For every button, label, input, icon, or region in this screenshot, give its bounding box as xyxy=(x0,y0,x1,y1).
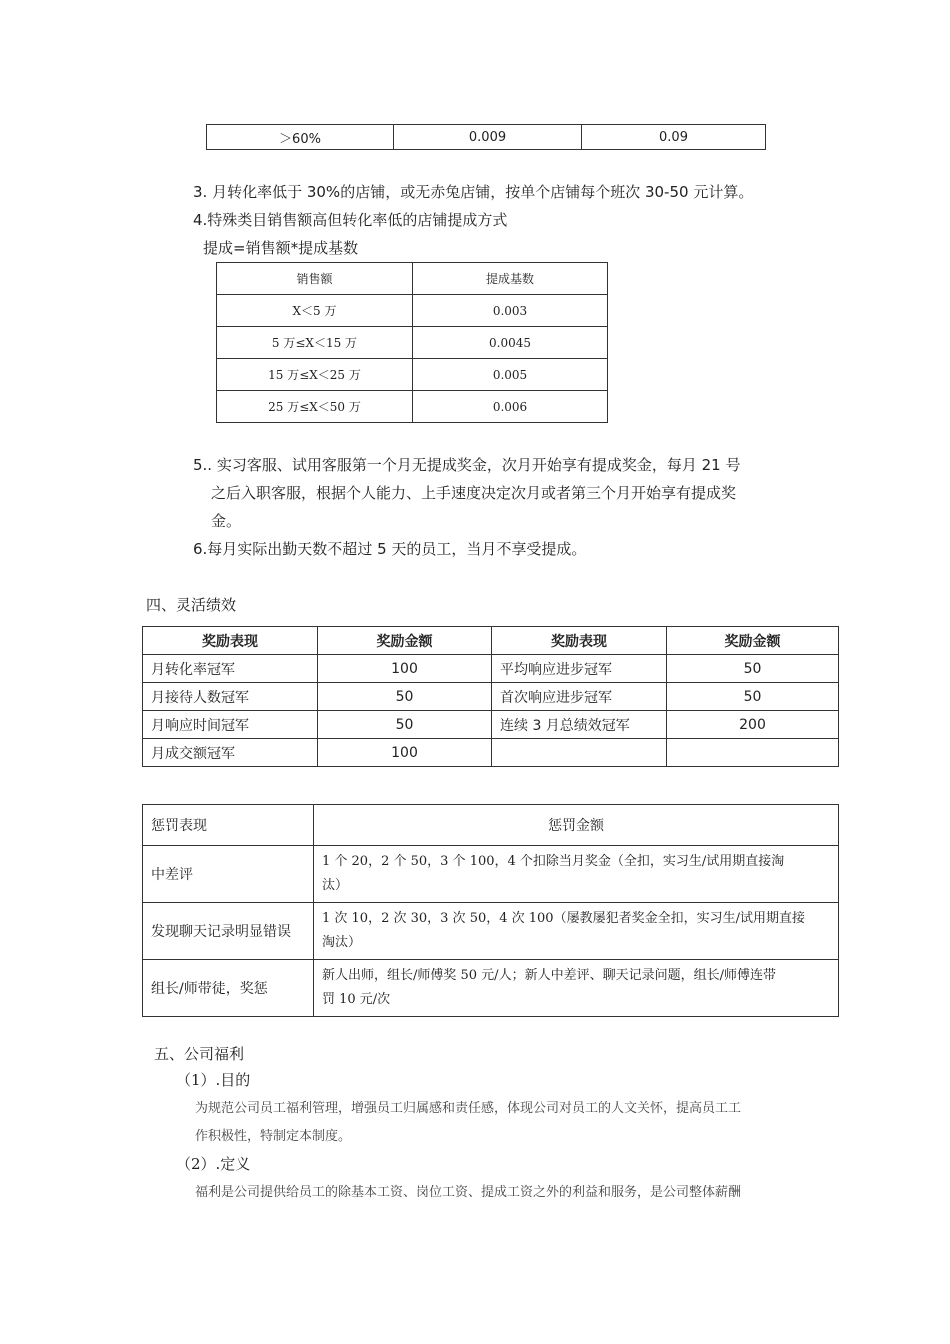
penalty-text-line: 1 次 10，2 次 30，3 次 50，4 次 100（屡教屡犯者奖金全扣，实习生/试用期直接 xyxy=(322,911,805,926)
table-cell: 50 xyxy=(667,655,839,683)
table-cell: 25 万≤X＜50 万 xyxy=(217,391,413,423)
table-cell: 0.09 xyxy=(582,125,766,150)
section-4-title: 四、灵活绩效 xyxy=(146,596,237,614)
table-row xyxy=(143,655,839,683)
subsection-1-line-1: 为规范公司员工福利管理，增强员工归属感和责任感，体现公司对员工的人文关怀，提高员工工 xyxy=(195,1101,742,1116)
table-cell: 连续 3 月总绩效冠军 xyxy=(492,711,667,739)
column-header: 奖励表现 xyxy=(143,627,318,655)
reward-table xyxy=(142,626,839,767)
table-cell: ＞60% xyxy=(207,125,394,150)
table-row xyxy=(217,327,608,359)
penalty-table xyxy=(142,804,839,1017)
table-cell: 15 万≤X＜25 万 xyxy=(217,359,413,391)
table-cell: 50 xyxy=(667,683,839,711)
column-header: 惩罚金额 xyxy=(314,805,839,846)
table-cell: 0.003 xyxy=(413,295,608,327)
section-5-title: 五、公司福利 xyxy=(154,1045,245,1063)
table-cell: 0.009 xyxy=(394,125,582,150)
table-cell: 中差评 xyxy=(143,846,314,903)
table-cell: 发现聊天记录明显错误 xyxy=(143,903,314,960)
column-header: 奖励金额 xyxy=(667,627,839,655)
table-cell: 50 xyxy=(318,711,492,739)
table-cell xyxy=(667,739,839,767)
table-cell: 组长/师带徒，奖惩 xyxy=(143,960,314,1017)
subsection-1-line-2: 作积极性，特制定本制度。 xyxy=(195,1129,352,1144)
table-cell: 月转化率冠军 xyxy=(143,655,318,683)
table-cell: 首次响应进步冠军 xyxy=(492,683,667,711)
column-header: 奖励表现 xyxy=(492,627,667,655)
rule-5-line-2: 之后入职客服，根据个人能力、上手速度决定次月或者第三个月开始享有提成奖 xyxy=(211,484,737,502)
formula: 提成=销售额*提成基数 xyxy=(203,239,359,257)
table-row xyxy=(143,711,839,739)
penalty-text-line: 汰） xyxy=(322,878,349,893)
table-row xyxy=(143,846,839,903)
table-cell: 0.0045 xyxy=(413,327,608,359)
table-cell: X＜5 万 xyxy=(217,295,413,327)
table-cell xyxy=(314,846,839,903)
penalty-text-line: 淘汰） xyxy=(322,935,362,950)
rule-3: 3. 月转化率低于 30%的店铺，或无赤兔店铺，按单个店铺每个班次 30-50 元计算。 xyxy=(193,183,754,201)
table-row xyxy=(143,683,839,711)
table-header-row xyxy=(143,627,839,655)
table-cell: 月成交额冠军 xyxy=(143,739,318,767)
table-cell xyxy=(314,960,839,1017)
table-header-row xyxy=(143,805,839,846)
table-cell: 0.006 xyxy=(413,391,608,423)
penalty-text-line: 新人出师，组长/师傅奖 50 元/人；新人中差评、聊天记录问题，组长/师傅连带 xyxy=(322,968,776,983)
penalty-text-line: 罚 10 元/次 xyxy=(322,992,391,1007)
table-cell: 月接待人数冠军 xyxy=(143,683,318,711)
commission-table xyxy=(216,262,608,423)
table-row xyxy=(217,295,608,327)
table-row xyxy=(217,359,608,391)
table-cell: 50 xyxy=(318,683,492,711)
table-row xyxy=(143,960,839,1017)
subsection-2-title: （2）.定义 xyxy=(176,1155,251,1173)
table-cell xyxy=(314,903,839,960)
table-cell: 200 xyxy=(667,711,839,739)
table-row xyxy=(143,903,839,960)
table-row xyxy=(143,739,839,767)
table-header-row xyxy=(217,263,608,295)
table-cell: 100 xyxy=(318,655,492,683)
table-cell: 月响应时间冠军 xyxy=(143,711,318,739)
table-cell xyxy=(492,739,667,767)
table-cell: 100 xyxy=(318,739,492,767)
column-header: 销售额 xyxy=(217,263,413,295)
top-rate-table xyxy=(206,124,766,150)
rule-5-line-3: 金。 xyxy=(211,512,242,530)
rule-4: 4.特殊类目销售额高但转化率低的店铺提成方式 xyxy=(193,211,508,229)
table-cell: 平均响应进步冠军 xyxy=(492,655,667,683)
rule-6: 6.每月实际出勤天数不超过 5 天的员工，当月不享受提成。 xyxy=(193,540,587,558)
column-header: 奖励金额 xyxy=(318,627,492,655)
table-row xyxy=(207,125,766,150)
subsection-2-line-1: 福利是公司提供给员工的除基本工资、岗位工资、提成工资之外的利益和服务，是公司整体薪酬 xyxy=(195,1185,742,1200)
table-row xyxy=(217,391,608,423)
table-cell: 0.005 xyxy=(413,359,608,391)
subsection-1-title: （1）.目的 xyxy=(176,1071,251,1089)
rule-5-line-1: 5.. 实习客服、试用客服第一个月无提成奖金，次月开始享有提成奖金，每月 21 号 xyxy=(193,456,741,474)
column-header: 惩罚表现 xyxy=(143,805,314,846)
column-header: 提成基数 xyxy=(413,263,608,295)
table-cell: 5 万≤X＜15 万 xyxy=(217,327,413,359)
penalty-text-line: 1 个 20，2 个 50，3 个 100，4 个扣除当月奖金（全扣，实习生/试用期直接淘 xyxy=(322,854,785,869)
